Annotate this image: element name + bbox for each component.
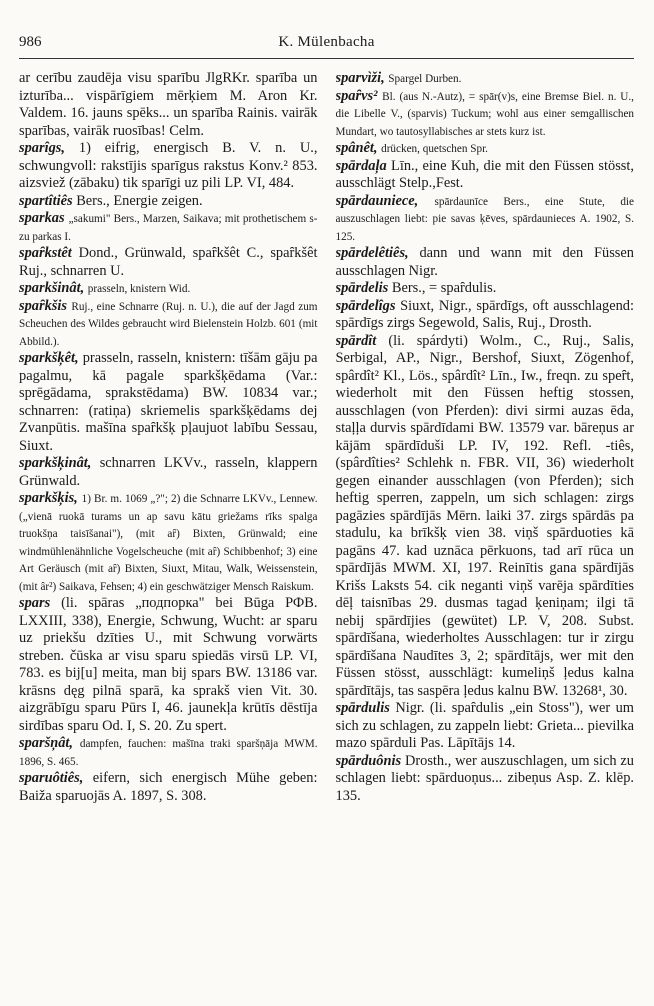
headword: spārdelîgs [335, 297, 396, 314]
headword: spartîtiês [19, 192, 73, 209]
headword: spārduônis [335, 752, 402, 769]
entry-sparkskis [19, 490, 318, 595]
entry-text: schnarren LKVv., rasseln, klappern Grünwald. [19, 455, 318, 489]
entry-spanet [336, 140, 635, 158]
entry-sparkas [19, 210, 318, 245]
headword: spārdît [335, 332, 377, 349]
headword: sparkšķis, [19, 490, 78, 506]
headword: sparîgs, [19, 140, 65, 156]
headword: spārdelis [335, 280, 389, 296]
page-header [19, 32, 634, 59]
entry-text: Bl. (aus N.-Autz), = spār(v)s, eine Bremse Biel. n. U., die Libelle V., (sparvis) Tuckum; wohl aus einer semgallischen Mundart, wo tautosyllabisches ar stets kurz ist. [335, 90, 634, 138]
entry-sparvizi [336, 70, 635, 88]
headword: spaȓvs² [335, 87, 378, 104]
entry-sparuoties [19, 770, 318, 805]
left-column [19, 70, 318, 996]
entry-text: Siuxt, Nigr., spārdīgs, oft ausschlagend: spārdīgs zirgs Segewold, Salis, Ruj., Drosth. [335, 297, 634, 331]
entry-text: ar cerību zaudēja visu sparību JlgRKr. sparība un izturība... vispārīgiem mērķiem M. Aron Kr. Valdem. 16. jauns spēks... un sparība Rainis. vairāk sparības, vairāk ruosības! Celm. [19, 70, 318, 139]
entry-text: Nigr. (li. spaȓdulis „ein Stoss"), wer um sich zu schlagen, zu zappeln liebt: Grieta... pievilka mazo spārduli Pas. Lāpītājs 14. [335, 700, 634, 751]
headword: spaȓkšis [19, 297, 67, 314]
entry-text: (li. spárdyti) Wolm., C., Ruj., Salis, Serbigal, AP., Nigr., Bershof, Siuxt, Zögenhof, spârdît² Kl., Lös., spârdît² Līn., Iw., freqn. zu speȓt, wiederholt mit den Füssen heftig stossen, ausschlagen (von Pferden): divi sirmi auzas ēda, staļļa durvis spārdīdami BW. 13579 var. bāreņus ar kājām spārdīduši LP. IV, 192. Refl. -tiês, (spârdîties² Schlehk n. FBR. VII, 36) wiederholt gegen einander ausschlagen (von Pferden); sich heftig sperren, zappeln, um sich schlagen: zirgs pagāzies spārdījās Mērn. laiki 37. zirgs spārdās pa stadulu, ka brīkšķ vien 38. viņš spārduoties kā pagāns 47. kad uznāca pērkuons, tad arī rūca un spārdījās MWM. XI, 197. Reinītis gana spārdījās Krišs Laksts 54. cik neganti viņš varēja spārdīties dēļ taisnības 29. dusmas tagad ķeniņam; ilgi tā nebij spārdījies (gewütet) LP. V, 208. Subst. spārdīšana, wiederholtes Ausschlagen: tur ir zirgu spārdīšana Naudītes 3, 2; spārdītājs, wer mit den Füssen stösst, ausschlägt: kumeliņš ļedus kalna spārdītājs, tas saspēra ļedus kalnu BW. 13268¹, 30. [335, 332, 634, 699]
entry-text: drücken, quetschen Spr. [381, 143, 488, 155]
headword: sparvìži, [335, 70, 385, 86]
entry-sparsnat [19, 735, 318, 770]
entry-text: spārdaunīce Bers., eine Stute, die auszuschlagen liebt: pie savas ķēves, spārdaunieces A. 1902, S. 125. [335, 195, 634, 243]
entry-sparksket [19, 245, 318, 280]
entry-spardulis [336, 700, 635, 753]
entry-sparkskinat [19, 455, 318, 490]
entry-sparkskeet [19, 350, 318, 455]
headword: spārdulis [335, 700, 390, 716]
entry-text: eifern, sich energisch Mühe geben: Baiža sparuojās A. 1897, S. 308. [19, 770, 318, 804]
entry-text: dann und wann mit den Füssen ausschlagen Nigr. [335, 245, 634, 279]
entry-text: Dond., Grünwald, spaȓkšêt C., spaȓkšêt Ruj., schnarren U. [19, 245, 318, 279]
entry-spardeligs [336, 298, 635, 333]
entry-text: „sakumi" Bers., Marzen, Saikava; mit prothetischem s- zu parkas I. [19, 213, 318, 243]
entry-text: Spargel Durben. [388, 73, 462, 85]
headword: spārdelêtiês, [335, 245, 409, 261]
entry-spartities [19, 193, 318, 211]
entry-sparksinat [19, 280, 318, 298]
running-title: K. Mülenbacha [278, 34, 375, 50]
right-column [336, 70, 635, 996]
entry-spars [19, 595, 318, 735]
headword: spânêt, [335, 140, 378, 156]
entry-spardala [336, 158, 635, 193]
entry-text: Drosth., wer auszuschlagen, um sich zu schlagen liebt: spārduoņus... zibeņus Asp. Z. klēp. 135. [335, 752, 634, 804]
entry-sparvs [336, 88, 635, 141]
entry-text: prasseln, rasseln, knistern: tīšām gāju pa pagalmu, kā pagale sparkšķēdama (Var.: sprēgādama, sprakstēdama) BW. 10834 var.; schnarren: (ratiņa) skriemelis sparkšķēdams dej Zvanpūtis. mašīna spaȓkšķ pļaujuot labību Sessau, Siuxt. [19, 350, 318, 454]
headword: sparšņât, [19, 735, 73, 751]
entry-text: prasseln, knistern Wid. [87, 283, 191, 295]
entry-text: Ruj., eine Schnarre (Ruj. n. U.), die auf der Jagd zum Scheuchen des Wildes gebraucht wird Bielenstein Holzb. 601 (mit Abbild.). [19, 300, 318, 348]
entry-spardauniece [336, 193, 635, 246]
entry-text: Līn., eine Kuh, die mit den Füssen stösst, ausschlägt Stelp.,Fest. [335, 157, 634, 191]
page-number: 986 [19, 34, 42, 50]
headword: spaȓkstêt [19, 245, 72, 261]
headword: sparkas [19, 210, 65, 226]
entry-text: Bers., = spaȓdulis. [391, 280, 497, 296]
entry-spardeleties [336, 245, 635, 280]
headword: spars [19, 595, 51, 611]
entry-text: (li. spāras „подпорка" bei Būga РФВ. LXXIII, 338), Energie, Schwung, Wucht: ar sparu uz priekšu dzīties U., mit Schwung vorwärts streben. čūska ar visu sparu spiedās virsū LP. VI, 783. es bij[u] meita, man bij spars BW. 13186 var. krāsns dęg pilnā sparā, ka sprakš vien Vit. 30. aizgrābīgu sparu Pūrs I, 46. jaunekļa krūtīs dēstīja sirdības sparu Od. I, S. 20. Zu spert. [19, 595, 318, 734]
entry-text: 1) Br. m. 1069 „?"; 2) die Schnarre LKVv., Lennew. („vienā ruokā turams un ap savu kātu griežams rīks spalga truokšņa taisīšanai"), (mit aȓ) Bixten, Grünwald; eine windmühlenähnliche Vogelscheuche (mit aȓ) Schibbenhof; 3) eine Art Geräusch (mit aȓ) Bixten, Siuxt, Mitau, Walk, Weissenstein, (mit âr²) Saikava, Fehsen; 4) ein geschwätziger Mensch Raiskum. [19, 493, 318, 593]
entry-sparksis [19, 298, 318, 351]
entry-text: dampfen, fauchen: mašīna traki sparšņāja MWM. 1896, S. 465. [19, 738, 318, 768]
entry-sparigs [19, 140, 318, 193]
headword: sparkšķinât, [19, 455, 92, 471]
headword: sparkšinât, [19, 280, 85, 296]
entry-text: Bers., Energie zeigen. [76, 192, 203, 209]
entry-spardit [336, 333, 635, 701]
entry-cont-spariba [19, 70, 318, 140]
text-columns [19, 70, 634, 996]
entry-text: 1) eifrig, energisch B. V. n. U., schwungvoll: rakstījis sparīgus rakstus Konv.² 853. aizsviež (zābaku) tik sparīgi uz pili LP. VI, 484. [19, 140, 318, 191]
headword: spārdauniece, [335, 192, 419, 209]
headword: spārdaļa [335, 157, 387, 174]
entry-sparduonis [336, 753, 635, 806]
headword: sparuôtiês, [19, 770, 84, 786]
entry-spardelis [336, 280, 635, 298]
headword: sparkšķêt, [19, 350, 79, 366]
